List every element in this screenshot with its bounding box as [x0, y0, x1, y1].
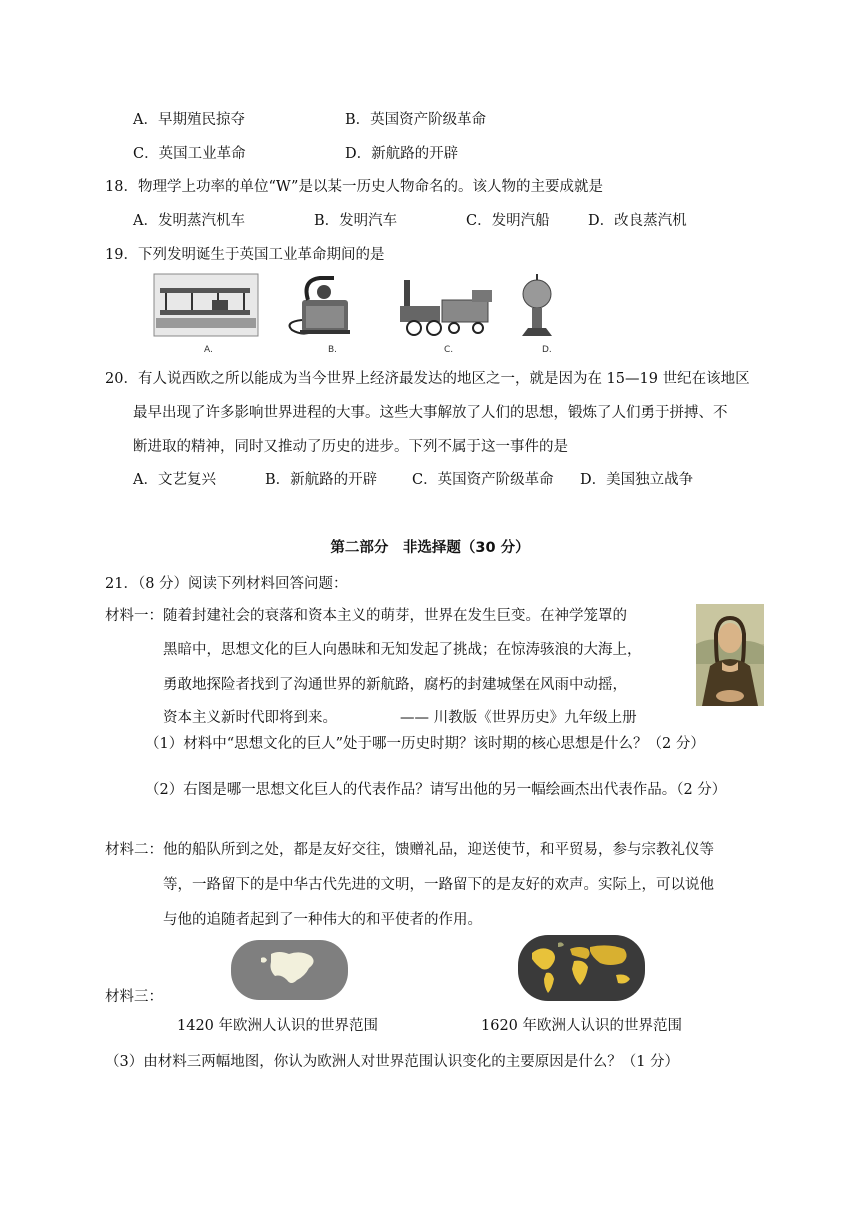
mona-lisa-image — [696, 604, 764, 706]
q18-option-d: D．改良蒸汽机 — [588, 213, 687, 229]
map-1620-caption: 1620 年欧洲人认识的世界范围 — [481, 1018, 683, 1034]
material2-line-1: 材料二：他的船队所到之处，都是友好交往，馈赠礼品，迎送使节，和平贸易，参与宗教礼仪等 — [105, 842, 714, 858]
q19-label-a: A. — [204, 345, 213, 355]
material2-line-2: 等，一路留下的是中华古代先进的文明，一路留下的是友好的欢声。实际上，可以说他 — [163, 877, 714, 893]
q20-line-2: 最早出现了许多影响世界进程的大事。这些大事解放了人们的思想，锻炼了人们勇于拼搏、不 — [133, 405, 728, 421]
map-1420-image — [231, 940, 348, 1000]
material1-line-4: 资本主义新时代即将到来。 — [163, 710, 337, 726]
q19-label-b: B. — [328, 345, 338, 355]
q19-label-d: D. — [542, 345, 552, 355]
q17-option-a: A．早期殖民掠夺 — [133, 112, 245, 128]
q21-sub-question-2: （2）右图是哪一思想文化巨人的代表作品？请写出他的另一幅绘画杰出代表作品。（2 分） — [145, 782, 727, 798]
q17-option-b: B．英国资产阶级革命 — [345, 112, 487, 128]
material3-label: 材料三： — [105, 989, 163, 1005]
part2-title: 第二部分 非选择题（30 分） — [330, 540, 530, 556]
material1-line-3: 勇敢地探险者找到了沟通世界的新航路，腐朽的封建城堡在风雨中动摇， — [163, 677, 627, 693]
q20-line-3: 断进取的精神，同时又推动了历史的进步。下列不属于这一事件的是 — [133, 439, 568, 455]
material1-source: —— 川教版《世界历史》九年级上册 — [400, 710, 637, 726]
material2-line-3: 与他的追随者起到了一种伟大的和平使者的作用。 — [163, 912, 482, 928]
telephone-image — [290, 278, 350, 334]
q20-option-c: C．英国资产阶级革命 — [412, 472, 554, 488]
q18-option-a: A．发明蒸汽机车 — [133, 213, 245, 229]
q21-sub-question-3: （3）由材料三两幅地图，你认为欧洲人对世界范围认识变化的主要原因是什么？（1 分） — [105, 1054, 680, 1070]
locomotive-image — [400, 280, 492, 335]
q19-label-c: C. — [444, 345, 454, 355]
q20-line-1: 20．有人说西欧之所以能成为当今世界上经济最发达的地区之一，就是因为在 15—19 世纪在该地区 — [105, 371, 750, 387]
tower-image — [522, 274, 552, 336]
material1-line-1: 材料一：随着封建社会的衰落和资本主义的萌芽，世界在发生巨变。在神学笼罩的 — [105, 608, 627, 624]
q19-stem: 19．下列发明诞生于英国工业革命期间的是 — [105, 247, 385, 263]
q20-option-b: B．新航路的开辟 — [265, 472, 378, 488]
q19-inventions-image — [152, 270, 586, 360]
material1-line-2: 黑暗中，思想文化的巨人向愚昧和无知发起了挑战；在惊涛骇浪的大海上， — [163, 642, 642, 658]
airplane-image — [154, 274, 258, 336]
map-1620-image — [518, 935, 645, 1001]
q18-stem: 18．物理学上功率的单位“W”是以某一历史人物命名的。该人物的主要成就是 — [105, 179, 603, 195]
q18-option-c: C．发明汽船 — [466, 213, 550, 229]
q21-stem: 21．（8 分）阅读下列材料回答问题： — [105, 576, 348, 592]
q20-option-a: A．文艺复兴 — [133, 472, 216, 488]
q17-option-d: D．新航路的开辟 — [345, 146, 459, 162]
map-1420-caption: 1420 年欧洲人认识的世界范围 — [177, 1018, 379, 1034]
q18-option-b: B．发明汽车 — [314, 213, 398, 229]
q21-sub-question-1: （1）材料中“思想文化的巨人”处于哪一历史时期？该时期的核心思想是什么？（2 分） — [145, 736, 705, 752]
q17-option-c: C．英国工业革命 — [133, 146, 246, 162]
q20-option-d: D．美国独立战争 — [580, 472, 694, 488]
